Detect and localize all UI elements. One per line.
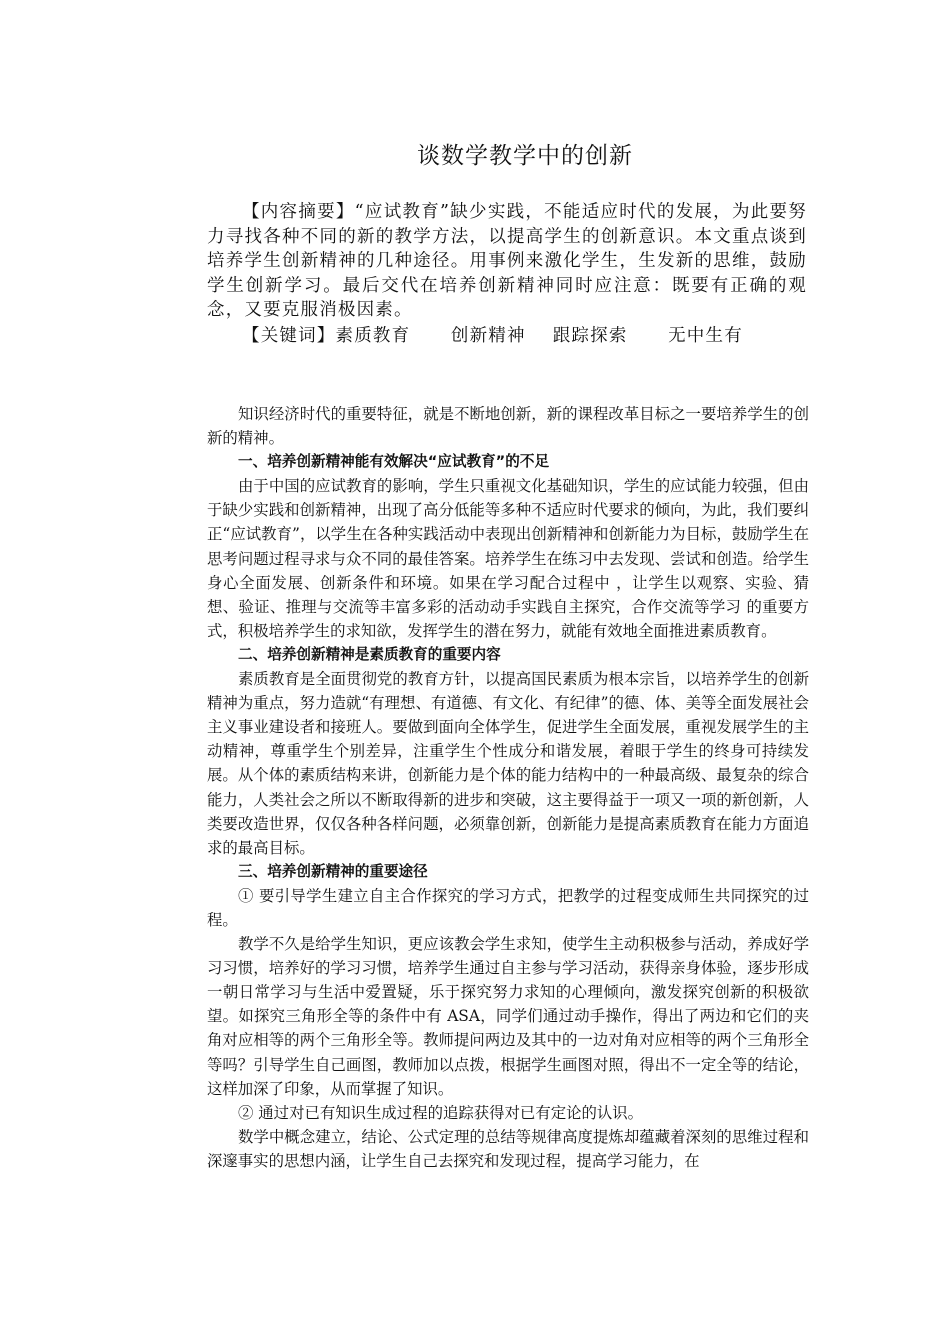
point-2-paragraph: ② 通过对已有知识生成过程的追踪获得对已有定论的认识。 (238, 1103, 644, 1122)
section-2-paragraph: 素质教育是全面贯彻党的教育方针，以提高国民素质为根本宗旨，以培养学生的创新精神为重点，努力造就“有理想、有道德、有文化、有纪律”的德、体、美等全面发展社会主义事业建设者和接班人。要做到面向全体学生，促进学生全面发展，重视发展学生的主动精神，尊重学生个别差异，注重学生个性成分和谐发展，着眼于学生的终身可持续发展。从个体的素质结构来讲，创新能力是个体的能力结构中的一种最高级、最复杂的综合能力，人类社会之所以不断取得新的进步和突破，这主要得益于一项又一项的新创新，人类要改造世界，仅仅各种各样问题，必须靠创新，创新能力是提高素质教育在能力方面追求的最高目标。 (207, 670, 809, 857)
point-2-detail-paragraph: 数学中概念建立，结论、公式定理的总结等规律高度提炼却蕴藏着深刻的思维过程和深邃事实的思想内涵，让学生自己去探究和发现过程，提高学习能力，在 (207, 1127, 809, 1170)
section-heading-3: 三、培养创新精神的重要途径 (238, 862, 428, 880)
section-heading-2: 二、培养创新精神是素质教育的重要内容 (238, 645, 501, 663)
point-1-paragraph: ① 要引导学生建立自主合作探究的学习方式，把教学的过程变成师生共同探究的过程。 (207, 886, 809, 929)
point-1-detail-paragraph: 教学不久是给学生知识，更应该教会学生求知，使学生主动积极参与活动，养成好学习习惯，培养好的学习习惯，培养学生通过自主参与学习活动，获得亲身体验，逐步形成一朝日常学习与生活中爱置疑，乐于探究努力求知的心理倾向，激发探究创新的积极欲望。如探究三角形全等的条件中有 ASA，同学们通过动手操作，得出了两边和它们的夹角对应相等的两个三角形全等。教师提问两边及其中的一边对角对应相等的两个三角形全等吗？引导学生自己画图，教师加以点拨，根据学生画图对照，得出不一定全等的结论，这样加深了印象，从而掌握了知识。 (207, 935, 809, 1098)
intro-paragraph: 知识经济时代的重要特征，就是不断地创新，新的课程改革目标之一要培养学生的创新的精神。 (207, 405, 809, 448)
document-title: 谈数学教学中的创新 (417, 143, 633, 169)
keywords-line: 【关键词】素质教育 创新精神 跟踪探索 无中生有 (242, 326, 743, 346)
section-heading-1: 一、培养创新精神能有效解决“应试教育”的不足 (238, 453, 550, 471)
abstract-paragraph: 【内容摘要】“应试教育”缺少实践，不能适应时代的发展，为此要努力寻找各种不同的新的教学方法，以提高学生的创新意识。本文重点谈到培养学生创新精神的几种途径。用事例来激化学生，生发新的思维，鼓励学生创新学习。最后交代在培养创新精神同时应注意：既要有正确的观念，又要克服消极因素。 (207, 202, 807, 320)
section-1-paragraph: 由于中国的应试教育的影响，学生只重视文化基础知识，学生的应试能力较强，但由于缺少实践和创新精神，出现了高分低能等多种不适应时代要求的倾向，为此，我们要纠正“应试教育”，以学生在各种实践活动中表现出创新精神和创新能力为目标，鼓励学生在思考问题过程寻求与众不同的最佳答案。培养学生在练习中去发现、尝试和创造。给学生身心全面发展、创新条件和环境。如果在学习配合过程中 ，让学生以观察、实验、猜想、验证、推理与交流等丰富多彩的活动动手实践自主探究，合作交流等学习 的重要方式，积极培养学生的求知欲，发挥学生的潜在努力，就能有效地全面推进素质教育。 (207, 477, 809, 640)
body-text (207, 402, 809, 1173)
